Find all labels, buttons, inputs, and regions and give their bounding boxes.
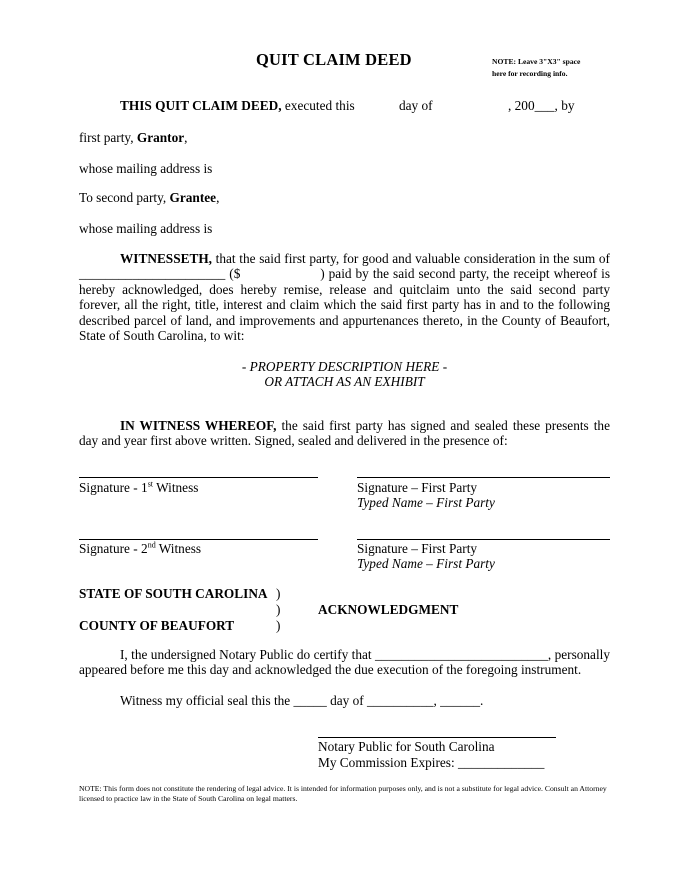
intro-clause (120, 98, 355, 114)
witnesseth-lead: WITNESSETH, (120, 251, 213, 266)
grantor-address-label: whose mailing address is (79, 161, 213, 176)
recording-note-line1: NOTE: Leave 3"X3" space (492, 57, 581, 66)
party-signature-line-2[interactable] (357, 539, 610, 540)
intro-executed: executed this (281, 98, 355, 113)
intro-year: , 200___, by (508, 98, 575, 113)
witness1-label (79, 480, 198, 496)
witnesseth-paragraph (79, 251, 614, 344)
acknowledgment-heading: ACKNOWLEDGMENT (318, 602, 459, 617)
party-signature-label-2: Signature – First Party (357, 541, 478, 556)
grantee-prefix: To second party, (79, 190, 170, 205)
intro-day-of: day of (399, 98, 433, 113)
notary-signature-line[interactable] (318, 737, 556, 738)
grantor-suffix: , (184, 130, 188, 145)
intro-lead: THIS QUIT CLAIM DEED, (120, 98, 282, 113)
property-description (79, 359, 610, 390)
witness1-suffix: Witness (153, 480, 199, 495)
property-line1: - PROPERTY DESCRIPTION HERE - (241, 359, 448, 374)
grantee-label: Grantee (169, 190, 217, 205)
recording-note-line2: here for recording info. (492, 69, 568, 78)
recording-note (492, 56, 580, 80)
notary-commission-expires: My Commission Expires: _____________ (318, 755, 545, 770)
witnesseth-text: that the said first party, for good and valuable consideration in the sum of ______________________ ($ ) paid by the said second party, the receipt whereof is hereby acknowledged, does hereby remise, release and quitclaim unto the said second party forever, all the right, title, interest and claim which the said first party has in and to the following described parcel of land, and improvements and appurtenances thereto, in the County of Beaufort, State of South Carolina, to wit: (79, 251, 614, 344)
witness2-prefix: Signature - 2 (79, 541, 148, 556)
notary-certification: I, the undersigned Notary Public do certify that __________________________, personally appeared before me this day and acknowledged the due execution of the foregoing instrument. (79, 647, 610, 678)
venue-paren-1: ) (276, 586, 281, 601)
witness2-sup: nd (147, 540, 156, 550)
notary-title: Notary Public for South Carolina (318, 739, 495, 754)
witness2-label (79, 541, 201, 557)
witness1-prefix: Signature - 1 (79, 480, 148, 495)
document-title: QUIT CLAIM DEED (256, 50, 412, 69)
party-signature-label-1: Signature – First Party (357, 480, 478, 495)
venue-paren-3: ) (276, 618, 281, 633)
party-typed-name-2: Typed Name – First Party (357, 556, 495, 571)
grantor-line (79, 130, 187, 146)
legal-disclaimer: NOTE: This form does not constitute the rendering of legal advice. It is intended for information purposes only, and is not a substitute for legal advice. Consult an Attorney licensed to practice law in the State of South Carolina on legal matters. (79, 784, 607, 803)
grantor-label: Grantor (136, 130, 185, 145)
witness2-signature-line[interactable] (79, 539, 318, 540)
witness2-suffix: Witness (155, 541, 202, 556)
notary-seal-line: Witness my official seal this the _____ day of __________, ______. (120, 693, 484, 708)
venue-paren-2: ) (276, 602, 281, 617)
party-signature-line-1[interactable] (357, 477, 610, 478)
property-line2: OR ATTACH AS AN EXHIBIT (264, 374, 425, 390)
grantee-address-label: whose mailing address is (79, 221, 213, 236)
grantee-line (79, 190, 219, 206)
in-witness-lead: IN WITNESS WHEREOF, (120, 418, 277, 433)
in-witness-text: the said first party has signed and sealed these presents the day and year first above written. Signed, sealed and delivered in the presence of: (79, 418, 610, 449)
venue-state: STATE OF SOUTH CAROLINA (79, 586, 268, 601)
in-witness-paragraph (79, 418, 610, 449)
witness1-sup: st (147, 479, 154, 489)
venue-county: COUNTY OF BEAUFORT (79, 618, 235, 633)
witness1-signature-line[interactable] (79, 477, 318, 478)
grantee-suffix: , (216, 190, 220, 205)
grantor-prefix: first party, (79, 130, 137, 145)
party-typed-name-1: Typed Name – First Party (357, 495, 495, 510)
